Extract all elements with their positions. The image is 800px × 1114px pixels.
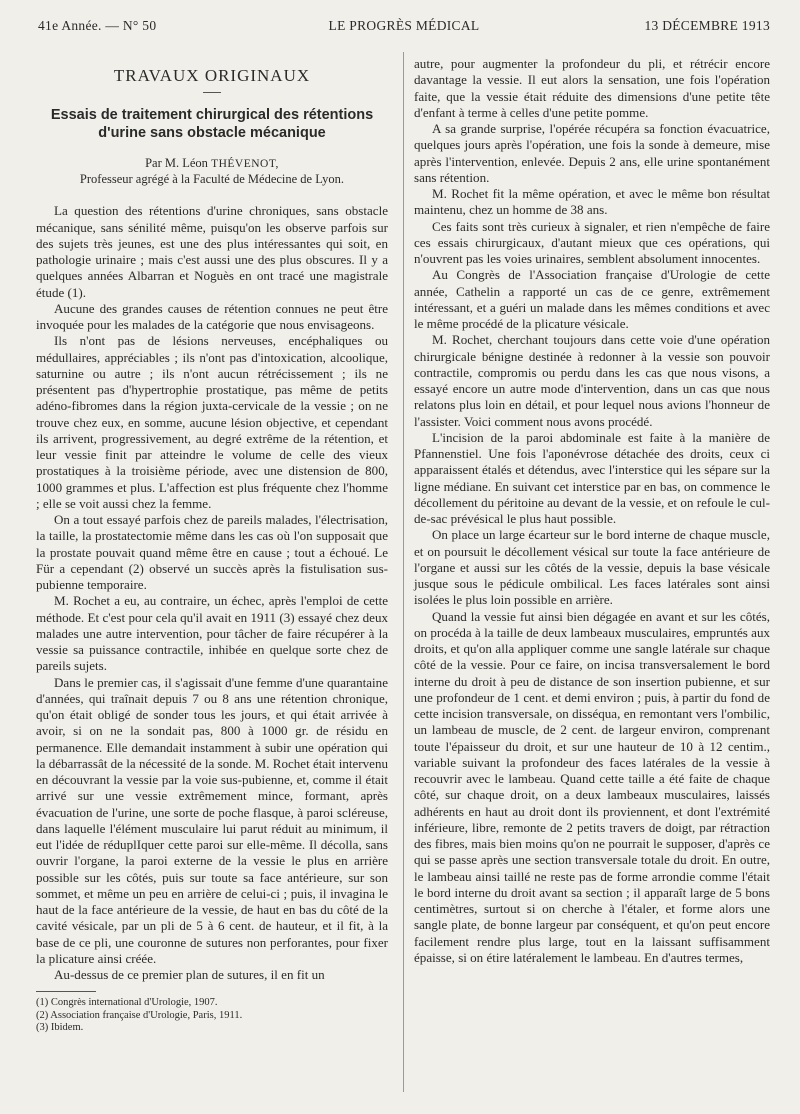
paragraph: On a tout essayé parfois chez de pareils malades, l'électrisation, la taille, la prostatectomie même dans les cas où l'on supposait que la prostate pouvait quand même être en cause ; tout a échoué. Le Für a cependant (2) observé un succès après la fistulisation sus-pubienne temporaire. xyxy=(36,512,388,592)
paragraph: Quand la vessie fut ainsi bien dégagée en avant et sur les côtés, on procéda à la taille de deux lambeaux musculaires, empruntés aux droits, et qu'on alla appliquer comme une sangle latérale sur chaque côté de la vessie. Pour ce faire, on incisa transversalement le bord interne du droit à peu de distance de son insertion pubienne, et sur une profondeur de 1 cent. et demi environ ; puis, à partir du fond de cette incision transversale, on disséqua, en remontant vers l'ombilic, un lambeau de muscle, de 2 cent. de largeur environ, comprenant toute l'épaisseur du droit, et sur une hauteur de 10 à 12 centim., variable suivant la profondeur des faces latérales de la vessie à recouvrir avec le lambeau. Quand cette taille a été faite de chaque côté, sur chaque droit, on a deux lambeaux musculaires, laissés adhérents en haut au droit dont ils proviennent, et dont l'extrémité inférieure, libre, remonte de 2 petits travers de doigt, par rétraction des fibres, mais bien moins qu'on ne pourrait le supposer, d'après ce qui se passe après une section transversale totale du droit. En outre, le lambeau ainsi taillé ne reste pas de forme arrondie comme l'était le bord interne du droit avant sa section ; il apparaît large de 5 bons centimètres, surtout si on cherche à l'étaler, et forme alors une sangle plate, de bonne largeur par conséquent, et qu'on peut encore facilement rendre plus large, tout en la laissant suffisamment épaisse, si on étire latéralement le lambeau. En d'autres termes, xyxy=(414,608,770,965)
left-column xyxy=(36,56,388,1035)
right-column xyxy=(414,56,770,966)
issue-number: 41e Année. — N° 50 xyxy=(38,18,157,33)
paragraph: M. Rochet, cherchant toujours dans cette voie d'une opération chirurgicale bénigne destinée à redonner à la vessie son pouvoir contractile, compromis ou perdu dans les cas que nous visons, a essayé encore un autre mode d'intervention, dans un cas que nous relatons plus loin en détail, et pour lequel nous avions l'honneur de l'assister. Voici comment nous avons procédé. xyxy=(414,332,770,429)
footnote: (3) Ibidem. xyxy=(36,1022,84,1034)
paragraph: A sa grande surprise, l'opérée récupéra sa fonction évacuatrice, quelques jours après l'opération, une fois la sonde à demeure, mise après l'intervention, enlevée. Depuis 2 ans, elle urine spontanément sans rétention. xyxy=(414,121,770,185)
footnote: (1) Congrès international d'Urologie, 1907. xyxy=(36,997,218,1009)
paragraph: M. Rochet fit la même opération, et avec le même bon résultat maintenu, chez un homme de 38 ans. xyxy=(414,186,770,218)
running-header xyxy=(38,18,770,38)
paragraph-continuation: autre, pour augmenter la profondeur du pli, et rétrécir encore davantage la vessie. Il eut alors la sensation, une fois l'opération faite, que la vessie était réduite des dimensions d'une petite tête d'enfant à terme à celles d'une petite pomme. xyxy=(414,56,770,120)
paragraph: Ces faits sont très curieux à signaler, et rien n'empêche de faire ces essais chirurgicaux, d'autant mieux que ces opérations, qui n'ouvrent pas les voies urinaires, semblent absolument innocentes. xyxy=(414,218,770,266)
title-rule xyxy=(203,92,221,93)
byline xyxy=(36,156,388,172)
paragraph: Dans le premier cas, il s'agissait d'une femme d'une quarantaine d'années, qui traînait depuis 7 ou 8 ans une rétention chronique, qu'on était obligé de sonder tous les jours, et qui était arrivée à avoir, si on ne la sondait pas, 800 à 1000 gr. de résidu en permanence. Elle demandait instamment à subir une opération qui la débarrassât de la nécessité de la sonde. M. Rochet était intervenu en découvrant la vessie par la voie sus-pubienne, et, comme il était arrivé sur une vessie extrêmement mince, formant, après évacuation de l'urine, une sorte de poche flasque, à paroi scléreuse, dans laquelle l'élément musculaire lui parut réduit au minimum, il eut l'idée de réduplIquer cette paroi sur elle-même. Il décolla, sans ouvrir l'organe, la paroi externe de la vessie le plus en arrière possible sur les côtés, puis sur toute sa face antérieure, sur son sommet, et même un peu en arrière de celui-ci ; puis, il invagina le haut de la face antérieure de la vessie, de haut en bas du côté de la cavité vésicale, par un pli de 5 à 6 cent. de hauteur, et il fit, à la base de ce pli, une couronne de sutures non perforantes, pour fixer la plicature ainsi créée. xyxy=(36,674,388,966)
issue-date: 13 DÉCEMBRE 1913 xyxy=(644,18,770,33)
column-divider xyxy=(403,52,404,1092)
paragraph: Ils n'ont pas de lésions nerveuses, encéphaliques ou médullaires, appréciables ; ils n'ont pas d'intoxication, alcoolique, saturnine ou autre ; ils n'ont aucun rétrécissement ; ils ne présentent pas d'hypertrophie prostatique, pas même de petits adéno-fibromes dans la région juxta-cervicale de la vessie ; on ne trouve chez eux, en somme, aucune lésion objective, et cependant ils arrivent, progressivement, au degré extrême de la rétention, et leur vessie finit par atteindre le volume de celle des vieux prostatiques à la troisième période, avec une distension de 800, 1000 grammes et plus. L'affection est plus fréquente chez l'homme ; elle se voit aussi chez la femme. xyxy=(36,333,388,511)
paragraph: La question des rétentions d'urine chroniques, sans obstacle mécanique, sans sénilité même, puisqu'on les observe parfois sur des sujets très jeunes, est une des plus intéressantes qui soit, en pathologie urinaire ; mais c'est aussi une des plus obscures. Il y a quelques années Albarran et Noguès en ont tracé une magistrale étude (1). xyxy=(36,203,388,300)
footnote: (2) Association française d'Urologie, Paris, 1911. xyxy=(36,1009,243,1021)
byline-prefix: Par M. Léon xyxy=(145,156,208,171)
paragraph: On place un large écarteur sur le bord interne de chaque muscle, et on poursuit le décollement vésical sur toute la face antérieure de l'organe et aussi sur les côtés de la vessie, depuis la base vésicale jusque sous le pédicule ombilical. Les faces latérales sont ainsi isolées le plus loin possible en arrière. xyxy=(414,527,770,608)
paragraph: Au Congrès de l'Association française d'Urologie de cette année, Cathelin a rapporté un cas de ce genre, extrêmement intéressant, et a guéri un malade dans les mêmes conditions et avec le même procédé de la plicature vésicale. xyxy=(414,267,770,331)
article-title: Essais de traitement chirurgical des rétentions d'urine sans obstacle mécanique xyxy=(50,107,374,141)
paragraph: Aucune des grandes causes de rétention connues ne peut être invoquée pour les malades de la catégorie que nous envisageons. xyxy=(36,300,388,332)
paragraph: Au-dessus de ce premier plan de sutures, il en fit un xyxy=(54,967,325,982)
journal-title: LE PROGRÈS MÉDICAL xyxy=(328,18,480,33)
footnote-rule xyxy=(36,991,96,992)
section-title: TRAVAUX ORIGINAUX xyxy=(113,66,311,85)
author-name: THÉVENOT, xyxy=(211,158,279,171)
author-affiliation: Professeur agrégé à la Faculté de Médecine de Lyon. xyxy=(79,172,345,187)
paragraph: M. Rochet a eu, au contraire, un échec, après l'emploi de cette méthode. Et c'est pour cela qu'il avait en 1911 (3) essayé chez deux malades une autre intervention, pour tâcher de faire récupérer à la vessie sa puissance contractile, inhibée en quelque sorte chez de pareils sujets. xyxy=(36,593,388,674)
paragraph: L'incision de la paroi abdominale est faite à la manière de Pfannenstiel. Une fois l'aponévrose détachée des droits, ceux ci apparaissent étalés et détendus, avec l'interstice qui les sépare sur la ligne médiane. En suivant cet interstice par en bas, on commence le décollement du péritoine au devant de la vessie, et on refoule le cul-de-sac prévésical le plus haut possible. xyxy=(414,429,770,526)
